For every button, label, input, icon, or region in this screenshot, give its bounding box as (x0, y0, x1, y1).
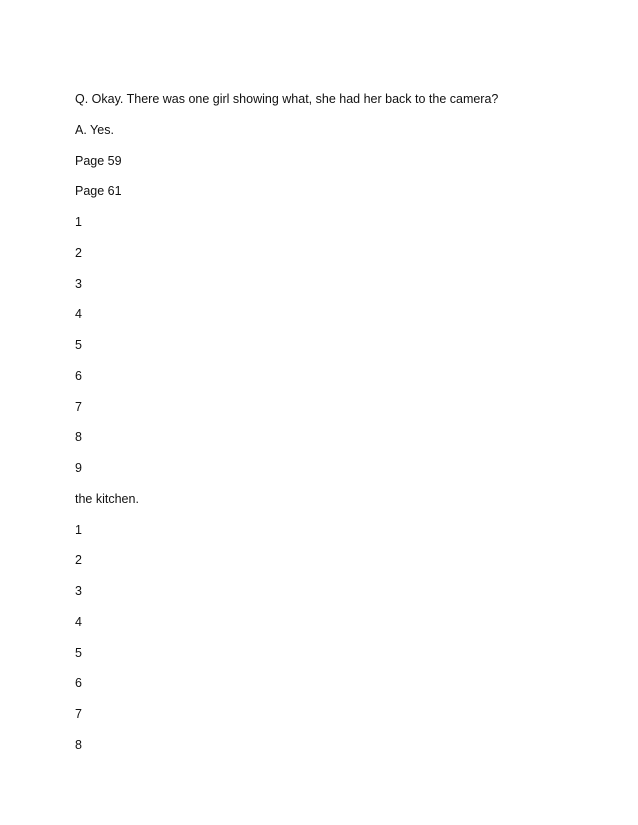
line-number: 5 (75, 645, 82, 660)
line-number: 2 (75, 245, 82, 260)
line-number: 5 (75, 338, 82, 352)
line-number: 1 (75, 522, 82, 537)
line-number: 3 (75, 276, 82, 291)
line-number: 7 (75, 399, 82, 414)
page-marker: Page 59 (75, 153, 122, 168)
line-number: 7 (75, 707, 82, 721)
line-number: 8 (75, 430, 82, 445)
line-number: 1 (75, 215, 82, 229)
line-number: 2 (75, 553, 82, 568)
transcript-text-line: the kitchen. (75, 491, 139, 506)
transcript-lines (75, 91, 498, 768)
line-number: 4 (75, 307, 82, 322)
line-number: 6 (75, 676, 82, 691)
line-number: 6 (75, 368, 82, 383)
transcript-answer-line: A. Yes. (75, 122, 114, 137)
line-number: 8 (75, 737, 82, 752)
line-number: 3 (75, 584, 82, 598)
transcript-question-line: Q. Okay. There was one girl showing what, she had her back to the camera? (75, 92, 499, 106)
line-number: 4 (75, 614, 82, 629)
line-number: 9 (75, 461, 82, 475)
page-marker: Page 61 (75, 184, 122, 199)
